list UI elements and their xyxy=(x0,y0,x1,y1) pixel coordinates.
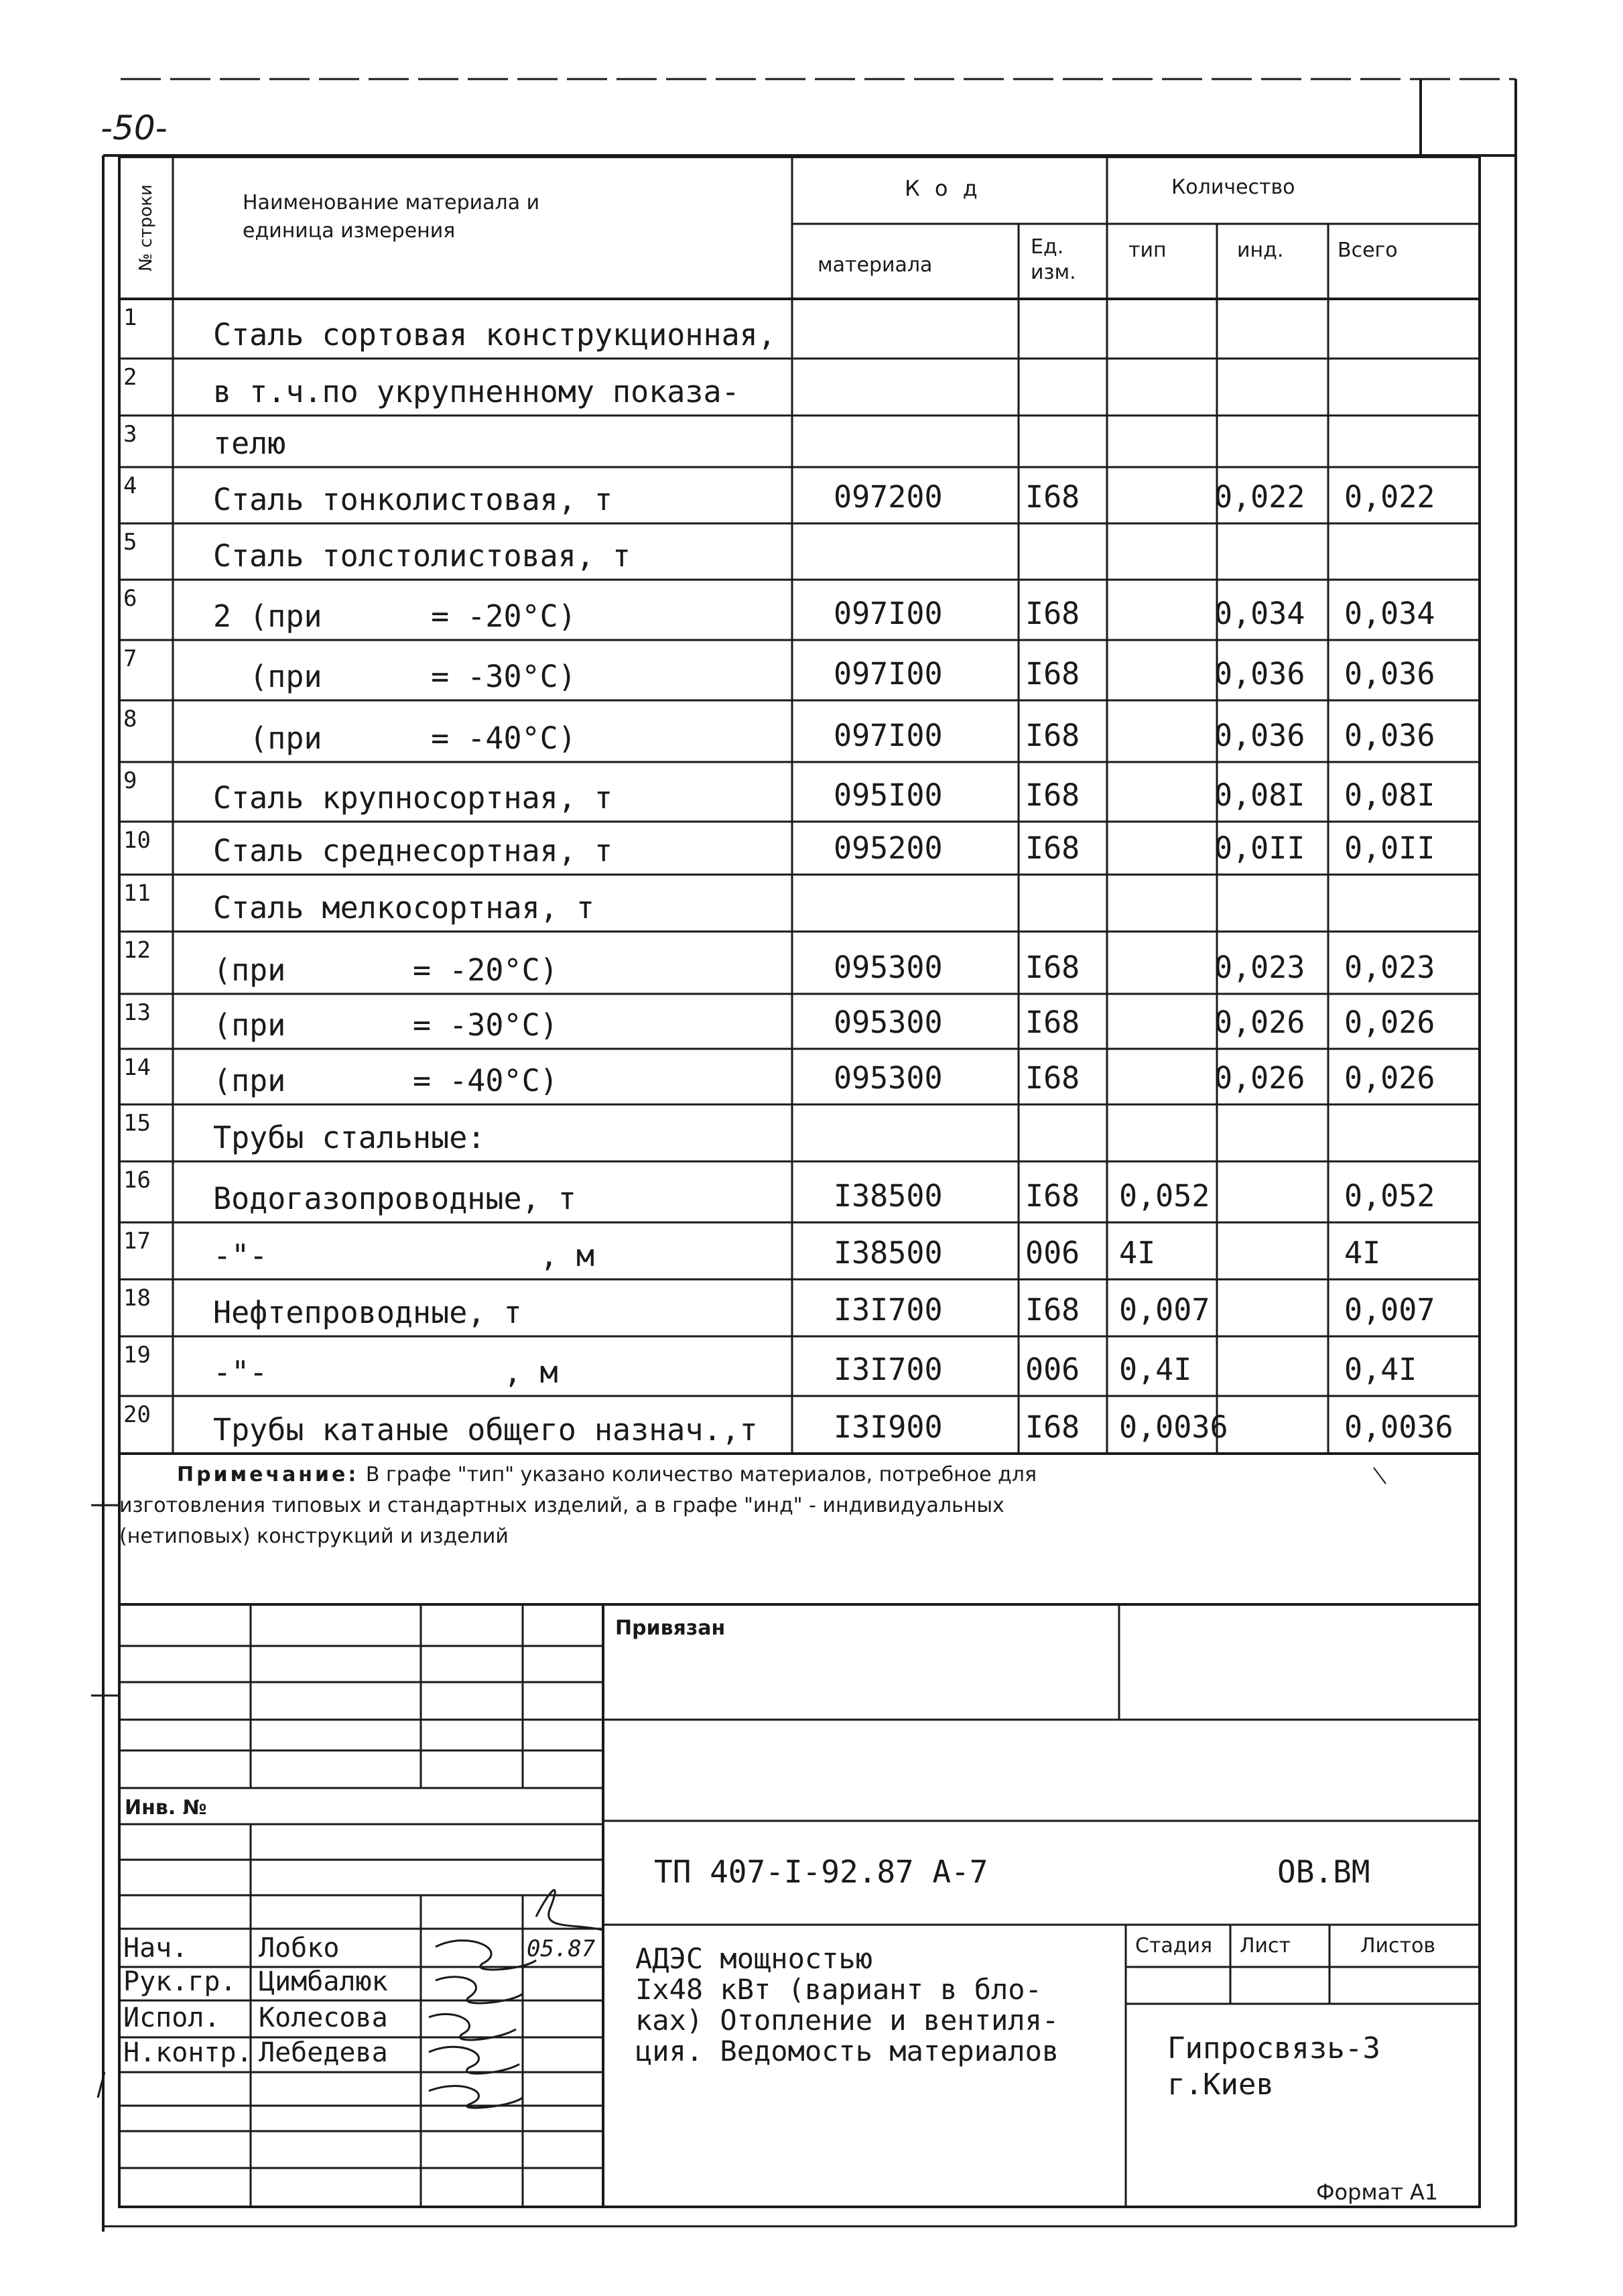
material-name: Сталь мелкосортная, т xyxy=(213,890,594,926)
qty-total: 0,08I xyxy=(1344,777,1435,813)
material-name: Сталь тонколистовая, т xyxy=(213,482,613,517)
signature-role: Н.контр. xyxy=(123,2037,253,2068)
row-number: 16 xyxy=(123,1167,151,1194)
date-mark: 05.87 xyxy=(527,1935,596,1962)
description-line-2: Iх48 кВт (вариант в бло- xyxy=(635,1973,1042,2006)
header-quantity: Количество xyxy=(1171,176,1295,199)
material-name: (при = -30°С) xyxy=(213,659,576,694)
material-code: 097200 xyxy=(834,479,943,515)
qty-total: 0,026 xyxy=(1344,1060,1435,1096)
row-number: 17 xyxy=(123,1228,151,1255)
header-code: К о д xyxy=(905,176,982,201)
qty-ind: 0,036 xyxy=(1214,718,1305,753)
material-code: I38500 xyxy=(834,1235,943,1271)
unit-code: 006 xyxy=(1025,1235,1080,1271)
unit-code: 006 xyxy=(1025,1352,1080,1387)
qty-total: 0,0036 xyxy=(1344,1409,1453,1445)
material-code: I38500 xyxy=(834,1178,943,1214)
material-name: телю xyxy=(213,426,286,461)
unit-code: I68 xyxy=(1025,1409,1080,1445)
qty-tip: 0,4I xyxy=(1119,1352,1192,1387)
header-total: Всего xyxy=(1338,239,1398,262)
material-name: -"- , м xyxy=(213,1354,558,1390)
material-name: Нефтепроводные, т xyxy=(213,1295,522,1330)
material-code: 095300 xyxy=(834,1060,943,1096)
signature-role: Испол. xyxy=(123,2002,220,2033)
description-line-4: ция. Ведомость материалов xyxy=(635,2035,1059,2067)
qty-total: 0,007 xyxy=(1344,1292,1435,1328)
material-name: (при = -40°С) xyxy=(213,1063,558,1098)
header-unit: Ед. изм. xyxy=(1031,235,1076,284)
qty-ind: 0,08I xyxy=(1214,777,1305,813)
project-description xyxy=(635,1943,1118,2067)
material-name: (при = -30°С) xyxy=(213,1007,558,1043)
material-name: (при = -20°С) xyxy=(213,952,558,988)
material-name: (при = -40°С) xyxy=(213,720,576,756)
qty-tip: 0,052 xyxy=(1119,1178,1210,1214)
signature-person: Колесова xyxy=(259,2002,388,2033)
row-number: 3 xyxy=(123,421,137,448)
signature-role: Рук.гр. xyxy=(123,1966,237,1997)
note-text: В графе "тип" указано количество материалов, потребное для изготовления типовых и стандартных изделий, а в графе "инд" - индивидуальных (нетиповых) конструкций и изделий xyxy=(119,1463,1037,1548)
unit-code: I68 xyxy=(1025,1292,1080,1328)
material-name: Сталь крупносортная, т xyxy=(213,780,613,816)
sheet-code: ОВ.ВМ xyxy=(1277,1854,1370,1890)
qty-tip: 0,0036 xyxy=(1119,1409,1228,1445)
header-material: материала xyxy=(818,253,933,277)
row-number: 19 xyxy=(123,1342,151,1368)
material-code: 095300 xyxy=(834,950,943,985)
header-row-no: № строки xyxy=(136,184,156,271)
row-number: 10 xyxy=(123,827,151,854)
row-number: 1 xyxy=(123,304,137,331)
material-code: 095I00 xyxy=(834,777,943,813)
organization-city: г.Киев xyxy=(1167,2067,1274,2102)
material-name: Водогазопроводные, т xyxy=(213,1181,576,1216)
qty-ind: 0,026 xyxy=(1214,1005,1305,1040)
format-label: Формат А1 xyxy=(1316,2179,1439,2205)
signature-role: Нач. xyxy=(123,1933,188,1964)
sheets-label: Листов xyxy=(1360,1934,1436,1958)
stage-label: Стадия xyxy=(1135,1934,1213,1958)
qty-ind: 0,0II xyxy=(1214,830,1305,866)
row-number: 6 xyxy=(123,585,137,612)
unit-code: I68 xyxy=(1025,777,1080,813)
unit-code: I68 xyxy=(1025,1178,1080,1214)
row-number: 14 xyxy=(123,1054,151,1081)
note-label: Примечание: xyxy=(177,1463,359,1486)
qty-total: 0,023 xyxy=(1344,950,1435,985)
qty-total: 0,036 xyxy=(1344,718,1435,753)
material-code: 097I00 xyxy=(834,656,943,692)
material-name: Сталь толстолистовая, т xyxy=(213,538,631,574)
row-number: 15 xyxy=(123,1110,151,1137)
row-number: 18 xyxy=(123,1285,151,1312)
material-name: 2 (при = -20°С) xyxy=(213,598,576,634)
row-number: 5 xyxy=(123,529,137,556)
signature-person: Лобко xyxy=(259,1933,340,1964)
row-number: 13 xyxy=(123,999,151,1026)
note xyxy=(119,1460,1124,1552)
header-name: Наименование материала и единица измерения xyxy=(243,191,540,243)
page-number: -50- xyxy=(101,109,168,147)
qty-total: 0,0II xyxy=(1344,830,1435,866)
row-number: 7 xyxy=(123,645,137,672)
header-tip: тип xyxy=(1128,239,1167,262)
row-number: 9 xyxy=(123,767,137,794)
material-code: I3I900 xyxy=(834,1409,943,1445)
qty-total: 0,4I xyxy=(1344,1352,1417,1387)
row-number: 8 xyxy=(123,706,137,732)
material-name: -"- , м xyxy=(213,1238,594,1273)
qty-ind: 0,026 xyxy=(1214,1060,1305,1096)
material-name: Трубы катаные общего назнач.,т xyxy=(213,1412,758,1448)
qty-ind: 0,023 xyxy=(1214,950,1305,985)
qty-total: 0,034 xyxy=(1344,596,1435,631)
unit-code: I68 xyxy=(1025,830,1080,866)
organization xyxy=(1167,2031,1380,2103)
sheet-label: Лист xyxy=(1240,1934,1291,1958)
organization-name: Гипросвязь-3 xyxy=(1167,2031,1380,2065)
unit-code: I68 xyxy=(1025,1005,1080,1040)
qty-total: 0,022 xyxy=(1344,479,1435,515)
material-name: Трубы стальные: xyxy=(213,1120,486,1155)
signature-person: Лебедева xyxy=(259,2037,388,2068)
row-number: 2 xyxy=(123,364,137,391)
material-name: в т.ч.по укрупненному показа- xyxy=(213,374,740,409)
qty-ind: 0,036 xyxy=(1214,656,1305,692)
material-name: Сталь среднесортная, т xyxy=(213,833,613,869)
qty-tip: 0,007 xyxy=(1119,1292,1210,1328)
unit-code: I68 xyxy=(1025,656,1080,692)
unit-code: I68 xyxy=(1025,950,1080,985)
document-code: ТП 407-I-92.87 А-7 xyxy=(654,1854,988,1890)
privyazan-label: Привязан xyxy=(615,1616,726,1640)
qty-ind: 0,034 xyxy=(1214,596,1305,631)
unit-code: I68 xyxy=(1025,479,1080,515)
material-code: 095300 xyxy=(834,1005,943,1040)
unit-code: I68 xyxy=(1025,718,1080,753)
row-number: 20 xyxy=(123,1401,151,1428)
row-number: 12 xyxy=(123,937,151,964)
row-number: 4 xyxy=(123,472,137,499)
material-code: 097I00 xyxy=(834,718,943,753)
inv-no-label: Инв. № xyxy=(125,1796,207,1820)
header-ind: инд. xyxy=(1237,239,1284,262)
material-name: Сталь сортовая конструкционная, xyxy=(213,317,776,353)
material-code: 097I00 xyxy=(834,596,943,631)
qty-total: 4I xyxy=(1344,1235,1381,1271)
qty-total: 0,036 xyxy=(1344,656,1435,692)
material-code: 095200 xyxy=(834,830,943,866)
qty-tip: 4I xyxy=(1119,1235,1156,1271)
qty-ind: 0,022 xyxy=(1214,479,1305,515)
material-code: I3I700 xyxy=(834,1292,943,1328)
qty-total: 0,026 xyxy=(1344,1005,1435,1040)
qty-total: 0,052 xyxy=(1344,1178,1435,1214)
signature-person: Цимбалюк xyxy=(259,1966,388,1997)
row-number: 11 xyxy=(123,880,151,907)
unit-code: I68 xyxy=(1025,596,1080,631)
unit-code: I68 xyxy=(1025,1060,1080,1096)
material-code: I3I700 xyxy=(834,1352,943,1387)
description-line-3: ках) Отопление и вентиля- xyxy=(635,2004,1059,2037)
description-line-1: АДЭС мощностью xyxy=(635,1942,873,1975)
